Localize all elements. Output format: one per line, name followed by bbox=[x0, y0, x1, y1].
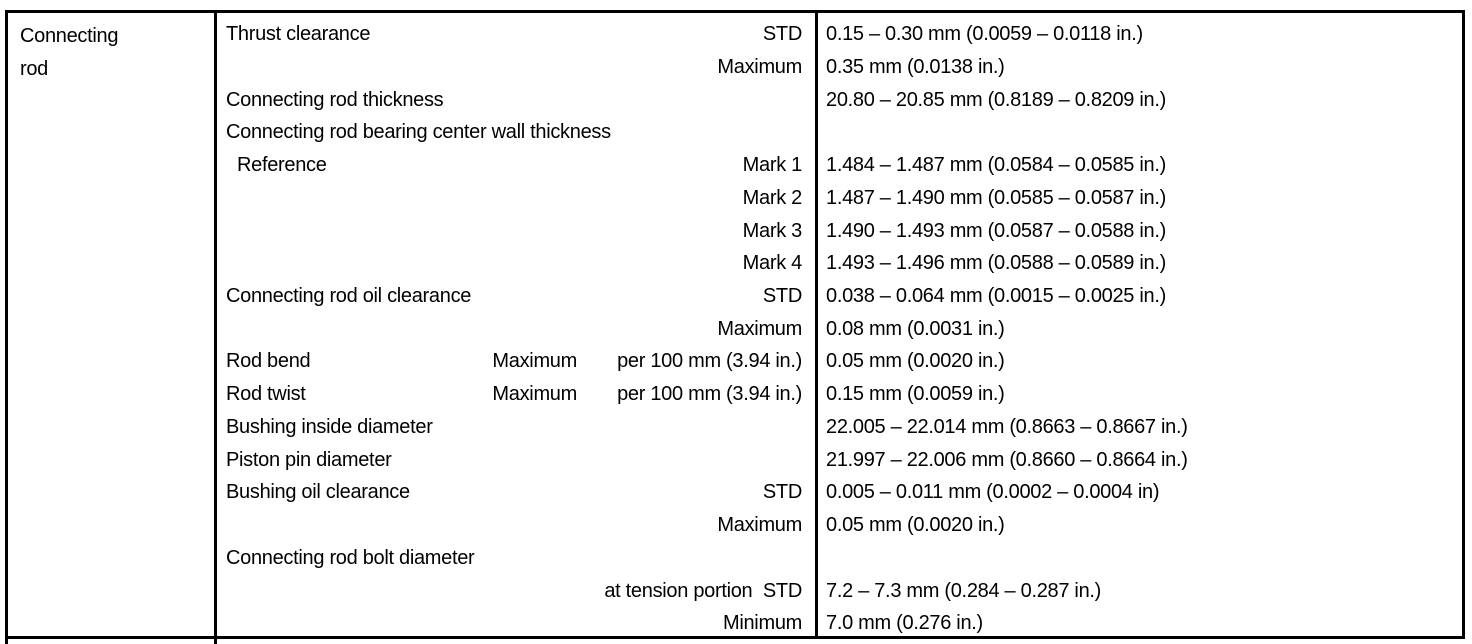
table-row bbox=[0, 476, 1472, 509]
row-qualifier: Maximum bbox=[717, 318, 802, 340]
row-value: 7.0 mm (0.276 in.) bbox=[826, 612, 983, 634]
table-row bbox=[0, 542, 1472, 575]
row-item: Piston pin diameter bbox=[226, 449, 392, 471]
table-row bbox=[0, 345, 1472, 378]
table-row bbox=[0, 444, 1472, 477]
row-value: 0.05 mm (0.0020 in.) bbox=[826, 350, 1005, 372]
row-qualifier-inner: Maximum bbox=[492, 383, 577, 405]
row-item: Thrust clearance bbox=[226, 23, 371, 45]
category-line: rod bbox=[20, 58, 49, 80]
table-row bbox=[0, 51, 1472, 84]
row-qualifier: at tension portion STD bbox=[604, 580, 802, 602]
row-qualifier: STD bbox=[762, 481, 802, 503]
row-item: Bushing inside diameter bbox=[226, 416, 433, 438]
category-line: Connecting bbox=[20, 25, 119, 47]
table-row bbox=[0, 509, 1472, 542]
row-item: Connecting rod bolt diameter bbox=[226, 547, 475, 569]
row-value: 1.490 – 1.493 mm (0.0587 – 0.0588 in.) bbox=[826, 220, 1166, 242]
row-value: 0.15 – 0.30 mm (0.0059 – 0.0118 in.) bbox=[826, 23, 1143, 45]
row-value: 0.35 mm (0.0138 in.) bbox=[826, 56, 1005, 78]
table-row bbox=[0, 607, 1472, 640]
row-qualifier: Mark 4 bbox=[742, 252, 802, 274]
row-qualifier: per 100 mm (3.94 in.) bbox=[617, 383, 802, 405]
table-row bbox=[0, 215, 1472, 248]
table-row bbox=[0, 280, 1472, 313]
row-value: 0.15 mm (0.0059 in.) bbox=[826, 383, 1005, 405]
row-item: Connecting rod thickness bbox=[226, 89, 444, 111]
row-item: Connecting rod bearing center wall thickness bbox=[226, 121, 611, 143]
table-row bbox=[0, 313, 1472, 346]
row-value: 1.493 – 1.496 mm (0.0588 – 0.0589 in.) bbox=[826, 252, 1166, 274]
row-value: 7.2 – 7.3 mm (0.284 – 0.287 in.) bbox=[826, 580, 1102, 602]
table-row bbox=[0, 247, 1472, 280]
row-value: 22.005 – 22.014 mm (0.8663 – 0.8667 in.) bbox=[826, 416, 1188, 438]
row-value: 0.038 – 0.064 mm (0.0015 – 0.0025 in.) bbox=[826, 285, 1166, 307]
row-qualifier: Maximum bbox=[717, 514, 802, 536]
row-qualifier: per 100 mm (3.94 in.) bbox=[617, 350, 802, 372]
row-qualifier: STD bbox=[762, 285, 802, 307]
row-item: Rod twist bbox=[226, 383, 306, 405]
table-row bbox=[0, 182, 1472, 215]
row-qualifier-inner: Maximum bbox=[492, 350, 577, 372]
table-row bbox=[0, 378, 1472, 411]
table-row bbox=[0, 18, 1472, 51]
table-row bbox=[0, 575, 1472, 608]
row-item: Bushing oil clearance bbox=[226, 481, 410, 503]
row-item: Connecting rod oil clearance bbox=[226, 285, 472, 307]
row-qualifier: Maximum bbox=[717, 56, 802, 78]
table-row bbox=[0, 411, 1472, 444]
row-qualifier: Mark 3 bbox=[742, 220, 802, 242]
row-value: 21.997 – 22.006 mm (0.8660 – 0.8664 in.) bbox=[826, 449, 1188, 471]
row-value: 0.005 – 0.011 mm (0.0002 – 0.0004 in) bbox=[826, 481, 1160, 503]
row-value: 1.484 – 1.487 mm (0.0584 – 0.0585 in.) bbox=[826, 154, 1166, 176]
row-qualifier: Minimum bbox=[722, 612, 802, 634]
row-qualifier: Mark 2 bbox=[742, 187, 802, 209]
row-item: Reference bbox=[237, 154, 327, 176]
row-qualifier: STD bbox=[762, 23, 802, 45]
table-row bbox=[0, 84, 1472, 117]
table-row bbox=[0, 149, 1472, 182]
row-value: 0.05 mm (0.0020 in.) bbox=[826, 514, 1005, 536]
row-value: 1.487 – 1.490 mm (0.0585 – 0.0587 in.) bbox=[826, 187, 1166, 209]
row-value: 0.08 mm (0.0031 in.) bbox=[826, 318, 1005, 340]
table-row bbox=[0, 116, 1472, 149]
row-value: 20.80 – 20.85 mm (0.8189 – 0.8209 in.) bbox=[826, 89, 1166, 111]
table-top-border bbox=[5, 10, 1465, 13]
row-qualifier: Mark 1 bbox=[742, 154, 802, 176]
row-item: Rod bend bbox=[226, 350, 311, 372]
